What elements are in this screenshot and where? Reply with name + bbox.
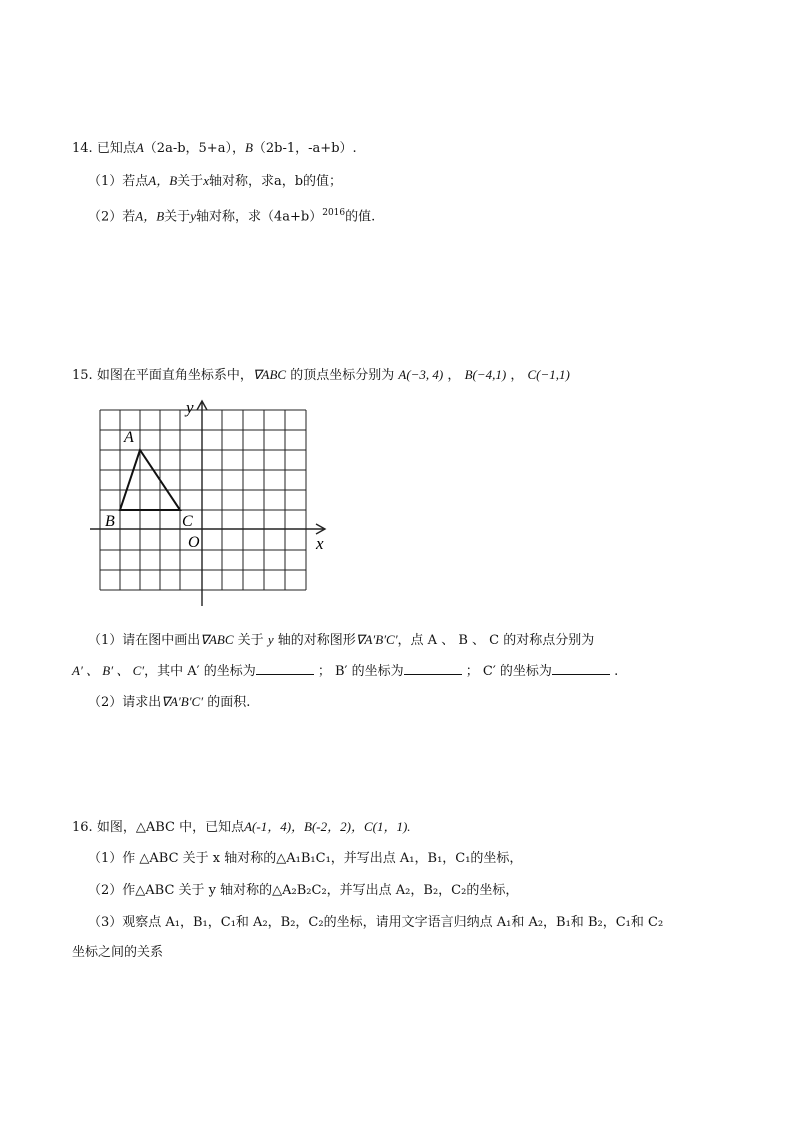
q15-part1-a-prime-text: ，其中 A′ 的坐标为 xyxy=(144,664,256,679)
triangle-abc xyxy=(120,450,180,510)
label-point-b: B xyxy=(105,513,115,530)
q14-point-b-coord: （2b-1，-a+b）. xyxy=(252,141,357,156)
label-x-axis: x xyxy=(316,534,324,553)
q15-coordinate-figure xyxy=(86,398,336,610)
label-y-axis: y xyxy=(186,398,194,417)
q14-point-a-coord: （2a-b，5+a）， xyxy=(143,141,245,156)
q14-part2-points: A，B xyxy=(135,208,165,224)
q15-part1-c-prime-text: ； C′ 的坐标为 xyxy=(465,664,552,679)
q15-part2 xyxy=(88,693,250,712)
q15-part1-axis: y xyxy=(267,632,274,647)
answer-blank-a-prime[interactable] xyxy=(256,662,314,675)
q15-stem-triangle: ∇ABC xyxy=(252,367,287,382)
q15-part1-b-prime-text: ； B′ 的坐标为 xyxy=(317,664,404,679)
q15-part1-after-axis: 轴的对称图形 xyxy=(277,633,356,648)
q14-part2-middle: 关于 xyxy=(164,209,191,225)
q16-part1: （1）作 △ABC 关于 x 轴对称的△A₁B₁C₁，并写出点 A₁，B₁，C₁的坐标， xyxy=(88,851,523,866)
q15-point-a: A(−3, 4) xyxy=(398,367,444,382)
q16-stem-points: A(-1，4)，B(-2，2)，C(1，1). xyxy=(244,819,411,834)
q14-part1-points: A，B xyxy=(148,173,178,188)
q16-stem-text: 如图，△ABC 中，已知点 xyxy=(96,820,245,835)
q15-part1-end: . xyxy=(614,664,619,679)
q16-part3-continued: 坐标之间的关系 xyxy=(72,945,164,960)
q15-part1-triangle-prime: ∇A′B′C′ xyxy=(355,632,398,647)
label-point-a: A xyxy=(124,429,134,446)
q15-part1-prefix: （1）请在图中画出 xyxy=(88,633,201,648)
q15-part1-middle: 关于 xyxy=(237,633,264,648)
q14-part1-suffix: 轴对称，求a，b的值； xyxy=(208,174,343,189)
q15-part2-triangle: ∇A′B′C′ xyxy=(161,694,204,709)
q14-part2-suffix: 轴对称，求（4a+b） xyxy=(195,209,323,225)
q15-comma-1: ， xyxy=(447,368,461,383)
q16-part3: （3）观察点 A₁，B₁，C₁和 A₂，B₂，C₂的坐标，请用文字语言归纳点 A₁和 A₂，B₁和 B₂，C₁和 C₂ xyxy=(88,915,664,930)
q15-part1-points: ，点 A 、 B 、 C 的对称点分别为 xyxy=(397,633,595,648)
q15-part1-line1 xyxy=(88,631,594,650)
q15-part2-prefix: （2）请求出 xyxy=(88,695,162,710)
q15-part1-prime-points: A′ 、 B′ 、 C′ xyxy=(72,663,145,678)
label-point-c: C xyxy=(182,513,193,530)
q14-part2-axis: y xyxy=(190,208,196,224)
label-origin: O xyxy=(188,534,200,551)
q14-part1-prefix: （1）若点 xyxy=(88,174,149,189)
q14-point-a-label: A xyxy=(135,140,144,155)
q15-part1-line2 xyxy=(72,662,618,681)
q14-part2-end: 的值. xyxy=(345,209,376,225)
q14-part1-axis: x xyxy=(203,173,209,188)
q16-number: 16. xyxy=(72,820,93,835)
q14-number: 14. xyxy=(72,141,93,156)
q15-stem-text: 如图在平面直角坐标系中， xyxy=(96,368,253,383)
q15-part2-suffix: 的面积. xyxy=(207,695,251,710)
answer-blank-b-prime[interactable] xyxy=(404,662,462,675)
q15-part1-triangle: ∇ABC xyxy=(200,632,234,647)
q14-part2 xyxy=(88,204,375,226)
q15-number: 15. xyxy=(72,368,93,383)
answer-blank-c-prime[interactable] xyxy=(552,662,610,675)
q14-part1 xyxy=(88,172,342,191)
q14-part2-exponent: 2016 xyxy=(322,208,346,218)
q15-stem xyxy=(72,366,570,385)
q15-point-c: C(−1,1) xyxy=(527,367,570,382)
q14-part1-middle: 关于 xyxy=(177,174,204,189)
q16-stem xyxy=(72,818,411,837)
q14-part2-prefix: （2）若 xyxy=(88,209,136,225)
q15-comma-2: ， xyxy=(510,368,524,383)
q15-point-b: B(−4,1) xyxy=(464,367,507,382)
q14-stem xyxy=(72,139,357,158)
q15-stem-middle: 的顶点坐标分别为 xyxy=(290,368,395,383)
q14-stem-prefix: 已知点 xyxy=(96,141,136,156)
q14-point-b-label: B xyxy=(244,140,253,155)
q16-part2: （2）作△ABC 关于 y 轴对称的△A₂B₂C₂，并写出点 A₂，B₂，C₂的坐标， xyxy=(88,883,519,898)
